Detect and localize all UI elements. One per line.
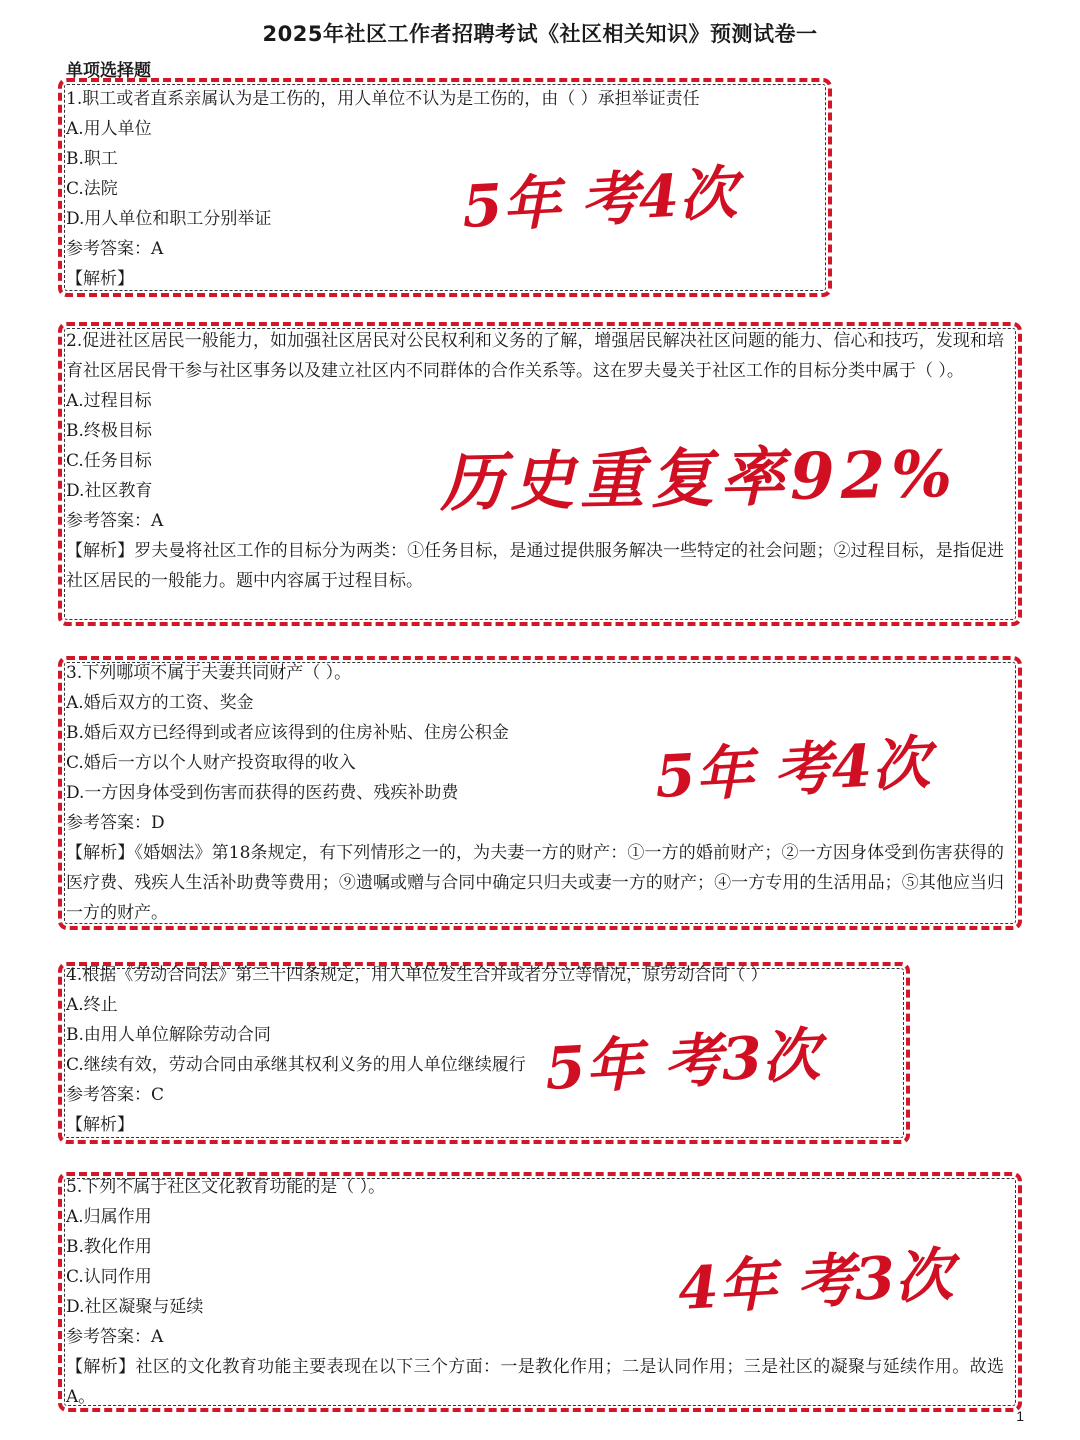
option-c: C.继续有效，劳动合同由承继其权利义务的用人单位继续履行 [66, 1055, 526, 1075]
page-title: 2025年社区工作者招聘考试《社区相关知识》预测试卷一 [262, 22, 818, 46]
answer: 参考答案：A [66, 239, 164, 259]
option-a: A.婚后双方的工资、奖金 [66, 693, 254, 713]
option-a: A.终止 [66, 995, 118, 1015]
option-c: C.婚后一方以个人财产投资取得的收入 [66, 753, 356, 773]
handwritten-note-1: 5年 考4次 [460, 158, 739, 241]
analysis: 【解析】 [66, 269, 134, 289]
option-a: A.归属作用 [66, 1207, 152, 1227]
option-c: C.认同作用 [66, 1267, 152, 1287]
handwritten-note-2: 历史重复率92% [439, 436, 959, 521]
answer: 参考答案：D [66, 813, 165, 833]
option-d: D.用人单位和职工分别举证 [66, 209, 272, 229]
option-b: B.由用人单位解除劳动合同 [66, 1025, 271, 1045]
section-label: 单项选择题 [66, 61, 151, 81]
page-number: 1 [1016, 1408, 1024, 1424]
question-stem: 4.根据《劳动合同法》第三十四条规定，用人单位发生合并或者分立等情况，原劳动合同（ ） [66, 965, 768, 985]
handwritten-note-5: 4年 考3次 [676, 1240, 955, 1323]
analysis: 【解析】社区的文化教育功能主要表现在以下三个方面：一是教化作用；二是认同作用；三是社区的凝聚与延续作用。故选A。 [66, 1357, 1004, 1407]
question-stem: 1.职工或者直系亲属认为是工伤的，用人单位不认为是工伤的，由（ ）承担举证责任 [66, 89, 700, 109]
option-c: C.法院 [66, 179, 118, 199]
analysis: 【解析】《婚姻法》第18条规定，有下列情形之一的，为夫妻一方的财产：①一方的婚前财产；②一方因身体受到伤害获得的医疗费、残疾人生活补助费等费用；⑨遗嘱或赠与合同中确定只归夫或妻一方的财产；④一方专用的生活用品；⑤其他应当归一方的财产。 [66, 843, 1004, 923]
answer: 参考答案：A [66, 1327, 164, 1347]
option-b: B.终极目标 [66, 421, 152, 441]
option-b: B.婚后双方已经得到或者应该得到的住房补贴、住房公积金 [66, 723, 509, 743]
option-b: B.教化作用 [66, 1237, 152, 1257]
option-a: A.过程目标 [66, 391, 152, 411]
question-stem: 2.促进社区居民一般能力，如加强社区居民对公民权利和义务的了解，增强居民解决社区问题的能力、信心和技巧，发现和培育社区居民骨干参与社区事务以及建立社区内不同群体的合作关系等。这在罗夫曼关于社区工作的目标分类中属于（ ）。 [66, 331, 1004, 381]
answer: 参考答案：A [66, 511, 164, 531]
option-b: B.职工 [66, 149, 118, 169]
option-d: D.一方因身体受到伤害而获得的医药费、残疾补助费 [66, 783, 459, 803]
analysis: 【解析】 [66, 1115, 134, 1135]
analysis: 【解析】罗夫曼将社区工作的目标分为两类：①任务目标，是通过提供服务解决一些特定的社会问题；②过程目标，是指促进社区居民的一般能力。题中内容属于过程目标。 [66, 541, 1004, 591]
handwritten-note-3: 5年 考4次 [653, 728, 932, 811]
option-d: D.社区教育 [66, 481, 153, 501]
handwritten-note-4: 5年 考3次 [543, 1020, 822, 1103]
answer: 参考答案：C [66, 1085, 165, 1105]
question-stem: 3.下列哪项不属于夫妻共同财产（ ）。 [66, 663, 352, 683]
option-c: C.任务目标 [66, 451, 152, 471]
option-a: A.用人单位 [66, 119, 152, 139]
question-stem: 5.下列不属于社区文化教育功能的是（ ）。 [66, 1177, 386, 1197]
option-d: D.社区凝聚与延续 [66, 1297, 204, 1317]
